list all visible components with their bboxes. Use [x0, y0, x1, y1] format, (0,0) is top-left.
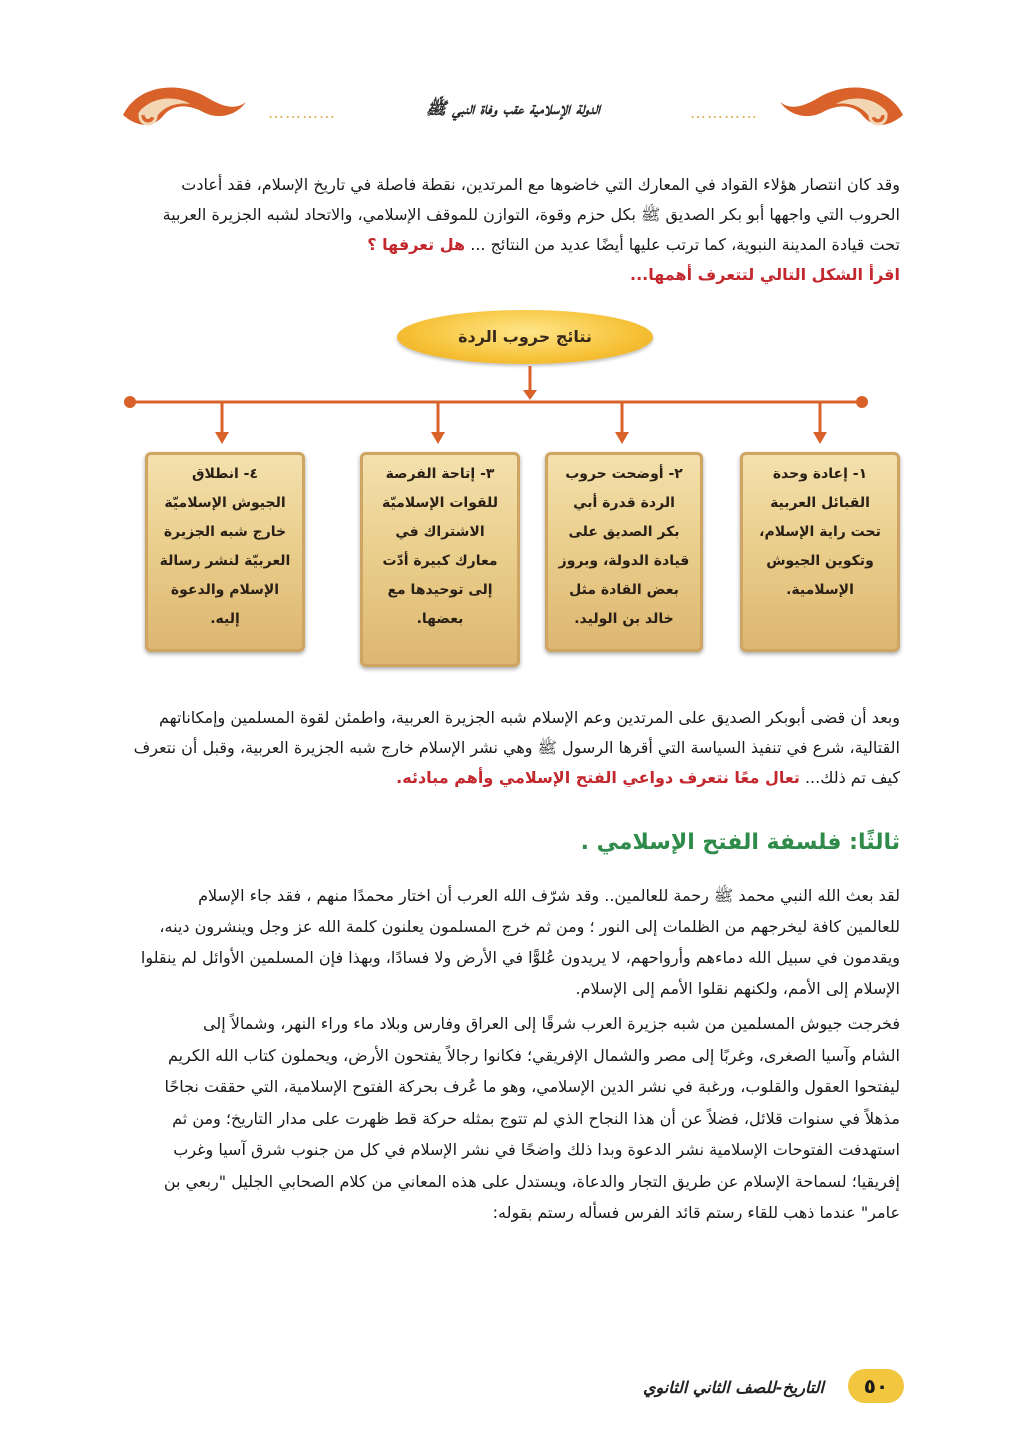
result-line: الردة قدرة أبي: [573, 495, 675, 511]
body-line: مذهلاً في سنوات قلائل، فضلاً عن أن هذا النجاح الذي لم تتوج بمثله حركة قط ظهرت على مدار التاريخ؛ ومن ثم: [172, 1108, 900, 1128]
body-line: الشام وآسيا الصغرى، وغربًا إلى مصر والشمال الإفريقي؛ فكانوا رجالاً يفتحون الأرض، ويحملون كتاب الله الكريم: [167, 1045, 900, 1065]
after-line: القتالية، شرع في تنفيذ السياسة التي أقرها الرسول ﷺ وهي نشر الإسلام خارج شبه الجزيرة العربية، وقبل أن نتعرف: [133, 738, 900, 757]
result-box-2: [545, 452, 703, 652]
footer-title: التاريخ-للصف الثاني الثانوي: [643, 1378, 824, 1397]
section-title: ثالثًا: فلسفة الفتح الإسلامي .: [580, 830, 900, 855]
body-line: للعالمين كافة ليخرجهم من الظلمات إلى النور ؛ ومن ثم خرج المسلمون يعلنون كلمة الله عز وجل وينشرون دينه،: [159, 917, 900, 936]
result-box-3: [360, 452, 520, 667]
body-line: لقد بعث الله النبي محمد ﷺ رحمة للعالمين.. وقد شرّف الله العرب أن اختار محمدًا منهم ، فقد جاء الإسلام: [198, 886, 900, 905]
result-line: الجيوش الإسلاميّة: [164, 495, 286, 511]
body-line: ويقدمون في سبيل الله دماءهم وأرواحهم، لا يريدون عُلوًّا في الأرض ولا فسادًا، وبهذا فإن المسلمين الأوائل لم ينقلوا: [140, 948, 900, 967]
result-line: ٢- أوضحت حروب: [565, 466, 683, 482]
body-line: الإسلام إلى الأمم، ولكنهم نقلوا الأمم إلى الإسلام.: [575, 979, 900, 998]
result-line: خارج شبه الجزيرة: [163, 524, 287, 540]
result-line: العربيّة لنشر رسالة: [159, 553, 291, 569]
result-line: ١- إعادة وحدة: [772, 466, 868, 482]
body-line: عامر" عندما ذهب للقاء رستم قائد الفرس فسأله رستم بقوله:: [492, 1203, 900, 1222]
connector-bar-end-right: [856, 396, 868, 408]
result-line: إليه.: [210, 611, 240, 627]
connector-drop-3-arrow: [431, 432, 445, 444]
result-line: الاشتراك في: [395, 524, 485, 540]
header-dots-left: …………: [268, 103, 336, 122]
diagram-instruction: اقرأ الشكل التالي لتتعرف أهمها...: [629, 265, 900, 284]
result-line: القبائل العربية: [770, 495, 870, 511]
result-line: بكر الصديق على: [568, 524, 680, 540]
result-line: الإسلامية.: [786, 582, 854, 598]
body-paragraph-2: [120, 1008, 900, 1229]
result-line: خالد بن الوليد.: [574, 611, 674, 627]
result-line: قيادة الدولة، وبروز: [558, 553, 690, 569]
intro-line: وقد كان انتصار هؤلاء القواد في المعارك التي خاضوها مع المرتدين، نقطة فاصلة في تاريخ الإسلام، فقد أعادت: [181, 175, 900, 194]
intro-text: تحت قيادة المدينة النبوية، كما ترتب عليها أيضًا عديد من النتائج ...: [470, 235, 900, 254]
body-paragraph-1: [120, 880, 900, 1004]
result-line: للقوات الإسلاميّة: [381, 495, 499, 511]
after-highlight: تعال معًا نتعرف دواعي الفتح الإسلامي وأهم مبادئه.: [396, 768, 800, 787]
result-line: الإسلام والدعوة: [170, 582, 280, 598]
connector-drop-2-arrow: [615, 432, 629, 444]
connector-drop-4-arrow: [215, 432, 229, 444]
body-line: إفريقيا؛ لسماحة الإسلام عن طريق التجار والدعاة، ويستدل على هذه المعاني من كلام الصحابي الجليل "ربعي بن: [163, 1171, 900, 1191]
connector-stem-arrow: [523, 390, 537, 400]
intro-line: الحروب التي واجهها أبو بكر الصديق ﷺ بكل حزم وقوة، التوازن للموقف الإسلامي، والاتحاد لشبه الجزيرة العربية: [162, 205, 900, 224]
intro-question: هل تعرفها ؟: [367, 235, 466, 254]
body-line: استهدفت الفتوحات الإسلامية نشر الدعوة وبدا ذلك واضحًا في نشر الإسلام في كل من جنوب شرق آسيا وغرب: [173, 1140, 900, 1159]
result-line: بعض القادة مثل: [569, 582, 679, 598]
result-line: ٣- إتاحة الفرصة: [385, 466, 495, 482]
result-line: بعضها.: [416, 611, 464, 627]
body-line: ليفتحوا العقول والقلوب، ورغبة في نشر الدين الإسلامي، وهو ما عُرف بحركة الفتوح الإسلامية، التي حققت نجاحًا: [164, 1077, 900, 1096]
after-text: كيف تم ذلك...: [804, 768, 900, 787]
connector-bar-end-left: [124, 396, 136, 408]
result-line: ٤- انطلاق: [191, 466, 259, 482]
result-line: إلى توحيدها مع: [387, 582, 493, 598]
body-line: فخرجت جيوش المسلمين من شبه جزيرة العرب شرقًا إلى العراق وفارس وبلاد ماء وراء النهر، وشمالاً إلى: [202, 1014, 900, 1033]
result-box-4: [145, 452, 305, 652]
header-title: الدولة الإسلامية عقب وفاة النبي ﷺ: [425, 99, 601, 119]
result-line: تحت راية الإسلام،: [759, 524, 881, 540]
page-number: ٥٠: [848, 1369, 904, 1403]
diagram-title-oval: نتائج حروب الردة: [397, 310, 653, 364]
result-line: وتكوين الجيوش: [766, 553, 874, 569]
result-line: معارك كبيرة أدّت: [382, 553, 498, 569]
header-dots-right: …………: [690, 103, 758, 122]
diagram-connectors: [0, 0, 1024, 470]
after-diagram-paragraph: [120, 703, 900, 793]
connector-drop-1-arrow: [813, 432, 827, 444]
after-line: [120, 763, 900, 793]
result-box-1: [740, 452, 900, 652]
after-line: وبعد أن قضى أبوبكر الصديق على المرتدين وعم الإسلام شبه الجزيرة العربية، واطمئن لقوة المسلمين وإمكاناتهم: [158, 708, 900, 727]
